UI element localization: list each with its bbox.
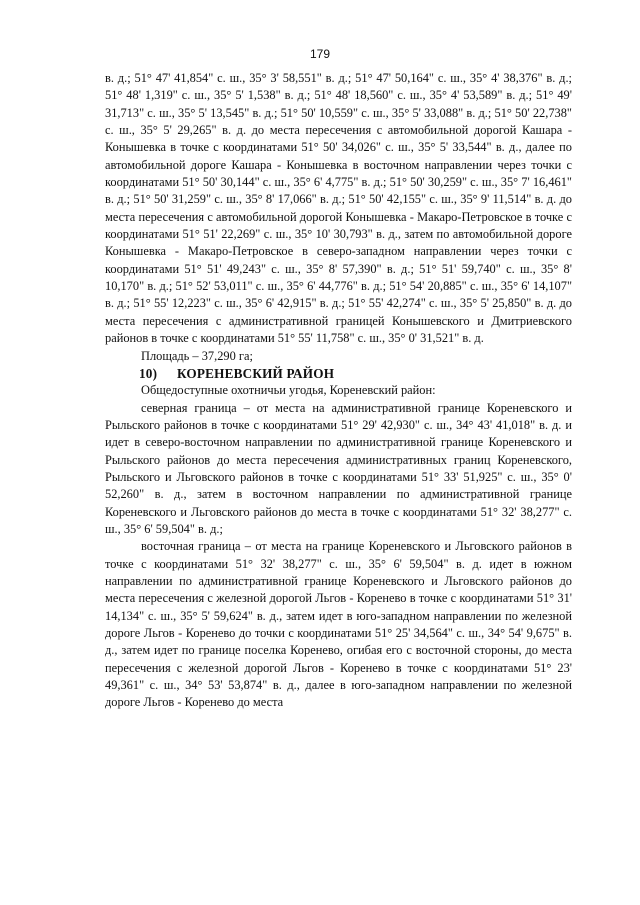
section-number: 10) [139, 365, 158, 381]
section-heading [105, 365, 572, 382]
east-border-paragraph: восточная граница – от места на границе Кореневского и Льговского районов в точке с координатами 51° 32' 38,277" с. ш., 35° 6' 59,504" в. д. идет в южном направлении по административной границе Кореневского и Льговского районов до места пересечения с железной дорогой Льгов - Коренево в точке с координатами 51° 31' 14,134" с. ш., 35° 5' 59,624" в. д., затем идет в юго-западном направлении по железной дороге Льгов - Коренево до точки с координатами 51° 25' 34,564" с. ш., 34° 54' 9,675" в. д., затем идет по границе поселка Коренево, огибая его с восточной стороны, до места пересечения с железной дорогой Льгов - Коренево в точке с координатами 51° 23' 49,361" с. ш., 34° 53' 53,874" в. д., далее в юго-западном направлении по железной дороге Льгов - Коренево до места [105, 539, 572, 710]
north-border-paragraph: северная граница – от места на административной границе Кореневского и Рыльского районов в точке с координатами 51° 29' 42,930" с. ш., 34° 43' 41,018" в. д. и идет в северо-восточном направлении по административной границе Кореневского и Рыльского районов до места пересечения административных границ Кореневского, Рыльского и Льговского районов в точке с координатами 51° 33' 51,925" с. ш., 35° 0' 52,260" в. д., затем в восточном направлении по административной границе Кореневского и Льговского районов до места в точке с координатами 51° 32' 38,277" с. ш., 35° 6' 59,504" в. д.; [105, 400, 572, 536]
intro-line: Общедоступные охотничьи угодья, Кореневский район: [141, 383, 436, 398]
area-line: Площадь – 37,290 га; [141, 348, 253, 363]
boundary-continuation-paragraph: в. д.; 51° 47' 41,854" с. ш., 35° 3' 58,551" в. д.; 51° 47' 50,164" с. ш., 35° 4' 38,376" в. д.; 51° 48' 1,319" с. ш., 35° 5' 1,538" в. д.; 51° 48' 18,560" с. ш., 35° 4' 53,589" в. д.; 51° 49' 31,713" с. ш., 35° 5' 13,545" в. д.; 51° 50' 10,559" с. ш., 35° 5' 33,088" в. д.; 51° 50' 22,738" с. ш., 35° 5' 29,265" в. д. до места пересечения с автомобильной дорогой Кашара - Конышевка в точке с координатами 51° 50' 34,026" с. ш., 35° 5' 33,544" в. д., далее по автомобильной дороге Кашара - Конышевка в восточном направлении через точки с координатами 51° 50' 30,144" с. ш., 35° 6' 4,775" в. д.; 51° 50' 30,259" с. ш., 35° 7' 16,461" в. д.; 51° 50' 31,259" с. ш., 35° 8' 17,066" в. д.; 51° 50' 42,155" с. ш., 35° 9' 11,514" в. д. до места пересечения с автомобильной дорогой Конышевка - Макаро-Петровское в точке с координатами 51° 51' 22,269" с. ш., 35° 10' 30,793" в. д., затем по автомобильной дороге Конышевка - Макаро-Петровское в северо-западном направлении через точки с координатами 51° 51' 49,243" с. ш., 35° 8' 57,390" в. д.; 51° 51' 59,740" с. ш., 35° 8' 10,170" в. д.; 51° 52' 53,011" с. ш., 35° 6' 44,776" в. д.; 51° 54' 20,885" с. ш., 35° 6' 14,107" в. д.; 51° 55' 12,223" с. ш., 35° 6' 42,915" в. д.; 51° 55' 42,274" с. ш., 35° 5' 25,850" в. д. до места пересечения с административной границей Конышевского и Дмитриевского районов в точке с координатами 51° 55' 11,758" с. ш., 35° 0' 31,521" в. д. [105, 71, 572, 346]
section-title: КОРЕНЕВСКИЙ РАЙОН [177, 365, 335, 381]
document-body [105, 70, 572, 712]
page-number: 179 [309, 47, 331, 61]
